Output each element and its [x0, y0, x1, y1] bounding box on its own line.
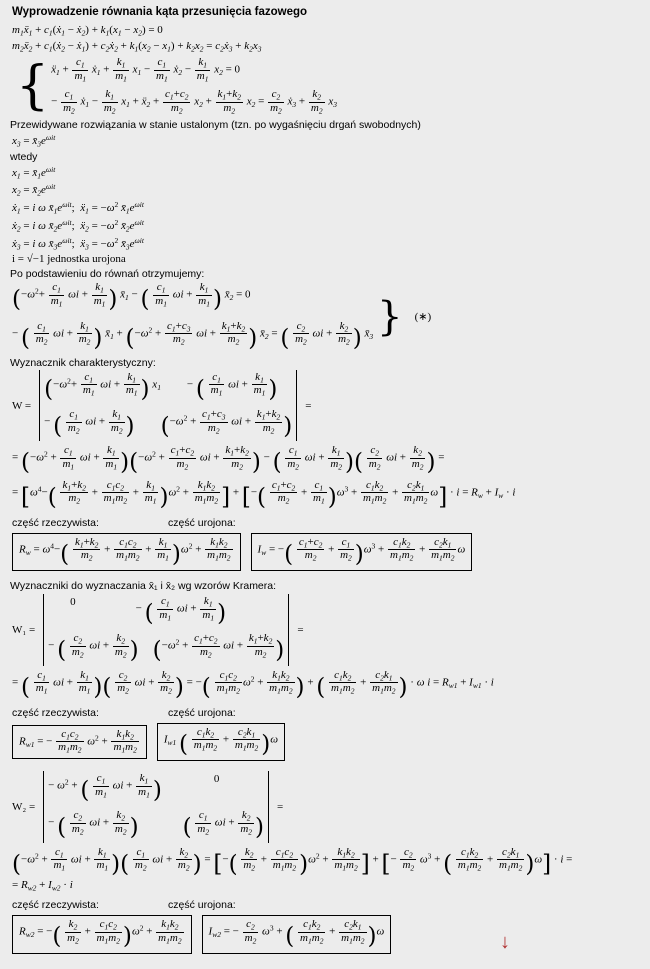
- W2-cell-11: − $\omega^2$ + ( $\frac{c_1}{m_1}$ ωi + $\frac{k_1}{m_1}$ ): [48, 772, 162, 804]
- determinant-W2: [12, 771, 640, 843]
- boxed-Rw: $R_w = \omega^4-$( $\frac{k_1+k_2}{m_2}$ + $\frac{c_1c_2}{m_1m_2}$ + $\frac{k_1}{m_1}$ )$\omega^2$ + $\frac{k_1k_2}{m_1m_2}$: [12, 533, 241, 571]
- determinant-W1-label: W₁ =: [12, 623, 36, 636]
- W2-cell-22: ( $\frac{c_1}{m_2}$ ωi + $\frac{k_2}{m_2}$ ): [182, 809, 265, 841]
- det-bar-left: [39, 370, 40, 442]
- starred-equation-2: − ( $\frac{c_1}{m_2}$ ωi + $\frac{k_1}{m_2}$ ) $x̄_1 + (-\omega^2$ + $\frac{c_1+c_3}{m_2}$ ωi + $\frac{k_1+k_2}{m_2}$ ) $x̄_2$ = ( $\frac{c_2}{m_2}$ ωi + $\frac{k_2}{m_2}$ ) $x̄_3$: [12, 319, 374, 351]
- W2-equals: =: [277, 800, 284, 813]
- parts-labels-W2: [12, 899, 640, 911]
- star-note: (∗): [414, 311, 432, 324]
- W-expansion-1: = ($-\omega^2$ + $\frac{c_1}{m_1}$ ωi + $\frac{k_1}{m_1}$ )($-\omega^2$ + $\frac{c_1+c_2}{m_2}$ ωi + $\frac{k_1+k_2}{m_2}$ ) − ( $\frac{c_1}{m_2}$ ωi + $\frac{k_1}{m_2}$ )( $\frac{c_2}{m_2}$ ωi + $\frac{k_2}{m_2}$ ) =: [12, 444, 445, 476]
- W1-expansion: = ( $\frac{c_1}{m_1}$ ωi + $\frac{k_1}{m_1}$ )( $\frac{c_2}{m_2}$ ωi + $\frac{k_2}{m_2}$ ) = −( $\frac{c_1c_2}{m_1m_2}$ $\omega^2$ + $\frac{k_1k_2}{m_1m_2}$ ) + ( $\frac{c_1k_2}{m_1m_2}$ + $\frac{c_2k_1}{m_1m_2}$ ) · ω $i = R_{w1} + I_{w1} \cdot i$: [12, 668, 494, 700]
- W-cell-22: ($-\omega^2$ + $\frac{c_1+c_3}{m_2}$ ωi + $\frac{k_1+k_2}{m_2}$ ): [160, 408, 293, 440]
- real-part-label-W1: część rzeczywista:: [12, 706, 99, 719]
- W1-cell-12: − ( $\frac{c_1}{m_1}$ ωi + $\frac{k_1}{m_1}$ ): [135, 595, 227, 627]
- imag-part-label-W2: część urojona:: [168, 899, 236, 912]
- imaginary-unit: i = √−1 jednostka urojona: [12, 253, 126, 266]
- W2-expansion-1: ($-\omega^2$ + $\frac{c_1}{m_1}$ ωi + $\frac{k_1}{m_1}$ )( $\frac{c_1}{m_2}$ ωi + $\frac{k_2}{m_2}$ ) = [−( $\frac{k_2}{m_2}$ + $\frac{c_1c_2}{m_1m_2}$ )$\omega^2$ + $\frac{k_1k_2}{m_1m_2}$ ] + [− $\frac{c_2}{m_2}$ $\omega^3$ + ( $\frac{c_1k_2}{m_1m_2}$ + $\frac{c_2k_1}{m_1m_2}$ )ω] · i =: [12, 845, 573, 877]
- boxed-Iw: $I_w$ = −( $\frac{c_1+c_2}{m_2}$ + $\frac{c_1}{m_2}$ )$\omega^3$ + $\frac{c_1k_2}{m_1m_2}$ + $\frac{c_2k_1}{m_1m_2}$ ω: [251, 533, 473, 571]
- boxed-Rw2: $R_{w2}$ = −( $\frac{k_2}{m_2}$ + $\frac{c_1c_2}{m_1m_2}$ )$\omega^2$ + $\frac{k_1k_2}{m_1m_2}$: [12, 915, 192, 953]
- boxed-Rw1: $R_{w1}$ = − $\frac{c_1c_2}{m_1m_2}$ $\omega^2$ + $\frac{k_1k_2}{m_1m_2}$: [12, 725, 147, 759]
- W2-cell-21: − ( $\frac{c_2}{m_2}$ ωi + $\frac{k_2}{m_2}$ ): [48, 809, 139, 841]
- real-part-label-W2: część rzeczywista:: [12, 899, 99, 912]
- solution-x1: $x_1$ = $x̄_1e^{\omega it}$: [12, 164, 56, 181]
- W2-expansion-2: = $R_{w2} + I_{w2} \cdot i$: [12, 878, 73, 893]
- system-brace: {: [16, 56, 50, 117]
- characteristic-determinant-text: Wyznacznik charakterystyczny:: [10, 356, 156, 369]
- starred-system: [10, 282, 640, 351]
- boxed-row-W: [12, 531, 640, 573]
- equation-2: $m_2ẍ_2$ + $c_1(ẋ_2$ − ẋ$_1$) + $c_2ẋ_2 + k_1(x_2 - x_1) + k_2x_2$ = $c_2ẋ_3 + k_2x_3$: [12, 39, 262, 54]
- parts-labels-W: [12, 517, 640, 529]
- parts-labels-W1: [12, 707, 640, 719]
- equation-1: $m_1ẍ_1$ + $c_1(ẋ_1$ − ẋ$_2$) + $k_1(x_1 - x_2) = 0$: [12, 24, 163, 38]
- W2-cell-12: 0: [213, 773, 220, 786]
- W1-cell-11: 0: [70, 596, 76, 609]
- W-expansion-2: = [$\omega^4-$( $\frac{k_1+k_2}{m_2}$ + $\frac{c_1c_2}{m_1m_2}$ + $\frac{k_1}{m_1}$ )$\omega^2$ + $\frac{k_1k_2}{m_1m_2}$ ] + [−( $\frac{c_1+c_2}{m_2}$ + $\frac{c_1}{m_1}$ )$\omega^3$ + $\frac{c_1k_2}{m_1m_2}$ + $\frac{c_2k_1}{m_1m_2}$ $\omega] \cdot i = R_w + I_w \cdot i$: [12, 478, 516, 510]
- imag-part-label-W1: część urojona:: [168, 706, 236, 719]
- real-part-label-W: część rzeczywista:: [12, 516, 99, 529]
- solution-x2: $x_2$ = $x̄_2e^{\omega it}$: [12, 182, 56, 199]
- W-cell-11: ($-\omega^2+$ $\frac{c_1}{m_1}$ ωi + $\frac{k_1}{m_1}$ ) $x_1$: [44, 370, 161, 403]
- W-cell-12: − ( $\frac{c_1}{m_1}$ ωi + $\frac{k_1}{m_1}$ ): [186, 370, 278, 403]
- solution-x3: $x_3$ = $x̄_3e^{\omega it}$: [12, 133, 56, 149]
- W-equals: =: [305, 399, 312, 412]
- derivative-x3: ẋ$_3$ = i ω $x̄_3e^{\omega it}$; ẍ$_3$ = $-\omega^2$ $x̄_3e^{\omega it}$: [12, 235, 144, 252]
- boxed-Iw2: $I_{w2}$ = − $\frac{c_2}{m_2}$ $\omega^3$ + ( $\frac{c_1k_2}{m_1m_2}$ + $\frac{c_2k_1}{m_1m_2}$ )ω: [202, 915, 392, 953]
- det1-bar-right: [288, 594, 289, 666]
- det2-bar-left: [43, 771, 44, 843]
- derivative-x2: ẋ$_2$ = i ω $x̄_2e^{\omega it}$; ẍ$_2$ = $-\omega^2$ $x̄_2e^{\omega it}$: [12, 217, 144, 234]
- system-equation-2: − $\frac{c_1}{m_2}$ ẋ$_1$ − $\frac{k_1}{m_2}$ $x_1$ + ẍ$_2$ + $\frac{c_1+c_2}{m_2}$ $x_2$ + $\frac{k_1+k_2}{m_2}$ $x_2$ = $\frac{c_2}{m_2}$ ẋ$_3$ + $\frac{k_2}{m_2}$ $x_3$: [51, 88, 337, 116]
- steady-state-text: Przewidywane rozwiązania w stanie ustalonym (tzn. po wygaśnięciu drgań swobodnych): [10, 119, 421, 132]
- boxed-row-W2: [12, 913, 640, 955]
- derivative-x1: ẋ$_1$ = i ω $x̄_1e^{\omega it}$; ẍ$_1$ = $-\omega^2$ $x̄_1e^{\omega it}$: [12, 200, 144, 216]
- boxed-Iw1: $I_{w1}$ ( $\frac{c_1k_2}{m_1m_2}$ + $\frac{c_2k_1}{m_1m_2}$ )ω: [157, 723, 285, 761]
- right-brace: {: [377, 293, 403, 340]
- W-cell-21: − ( $\frac{c_1}{m_2}$ ωi + $\frac{k_1}{m_2}$ ): [44, 408, 135, 440]
- determinant-W1: [12, 594, 640, 666]
- down-arrow-icon: ↓: [500, 931, 510, 953]
- wtedy-text: wtedy: [10, 150, 38, 163]
- equation-system: [16, 57, 640, 115]
- det2-bar-right: [268, 771, 269, 843]
- starred-equation-1: ($-\omega^2+$ $\frac{c_1}{m_1}$ ωi + $\frac{k_1}{m_1}$ ) $x̄_1$ − ( $\frac{c_1}{m_1}$ ωi + $\frac{k_1}{m_1}$ ) $x̄_2 = 0$: [12, 281, 251, 313]
- determinant-W-label: W =: [12, 399, 32, 412]
- after-substitution-text: Po podstawieniu do równań otrzymujemy:: [10, 268, 205, 281]
- det1-bar-left: [43, 594, 44, 666]
- system-equation-1: ẍ$_1$ + $\frac{c_1}{m_1}$ ẋ$_1$ + $\frac{k_1}{m_1}$ $x_1$ − $\frac{c_1}{m_1}$ ẋ$_2$ − $\frac{k_1}{m_1}$ $x_2 = 0$: [51, 56, 241, 84]
- W1-cell-22: ($-\omega^2$ + $\frac{c_1+c_2}{m_2}$ ωi + $\frac{k_1+k_2}{m_2}$ ): [152, 632, 285, 664]
- det-bar-right: [296, 370, 297, 442]
- kramer-text: Wyznaczniki do wyznaczania x̄₁ i x̄₂ wg wzorów Kramera:: [10, 580, 277, 593]
- page-title: Wyprowadzenie równania kąta przesunięcia fazowego: [12, 6, 308, 18]
- determinant-W: [12, 370, 640, 442]
- W1-equals: =: [297, 623, 304, 636]
- determinant-W2-label: W₂ =: [12, 800, 36, 813]
- boxed-row-W1: [12, 721, 640, 763]
- W1-cell-21: − ( $\frac{c_2}{m_2}$ ωi + $\frac{k_2}{m_2}$ ): [48, 632, 139, 664]
- imag-part-label-W: część urojona:: [168, 516, 236, 529]
